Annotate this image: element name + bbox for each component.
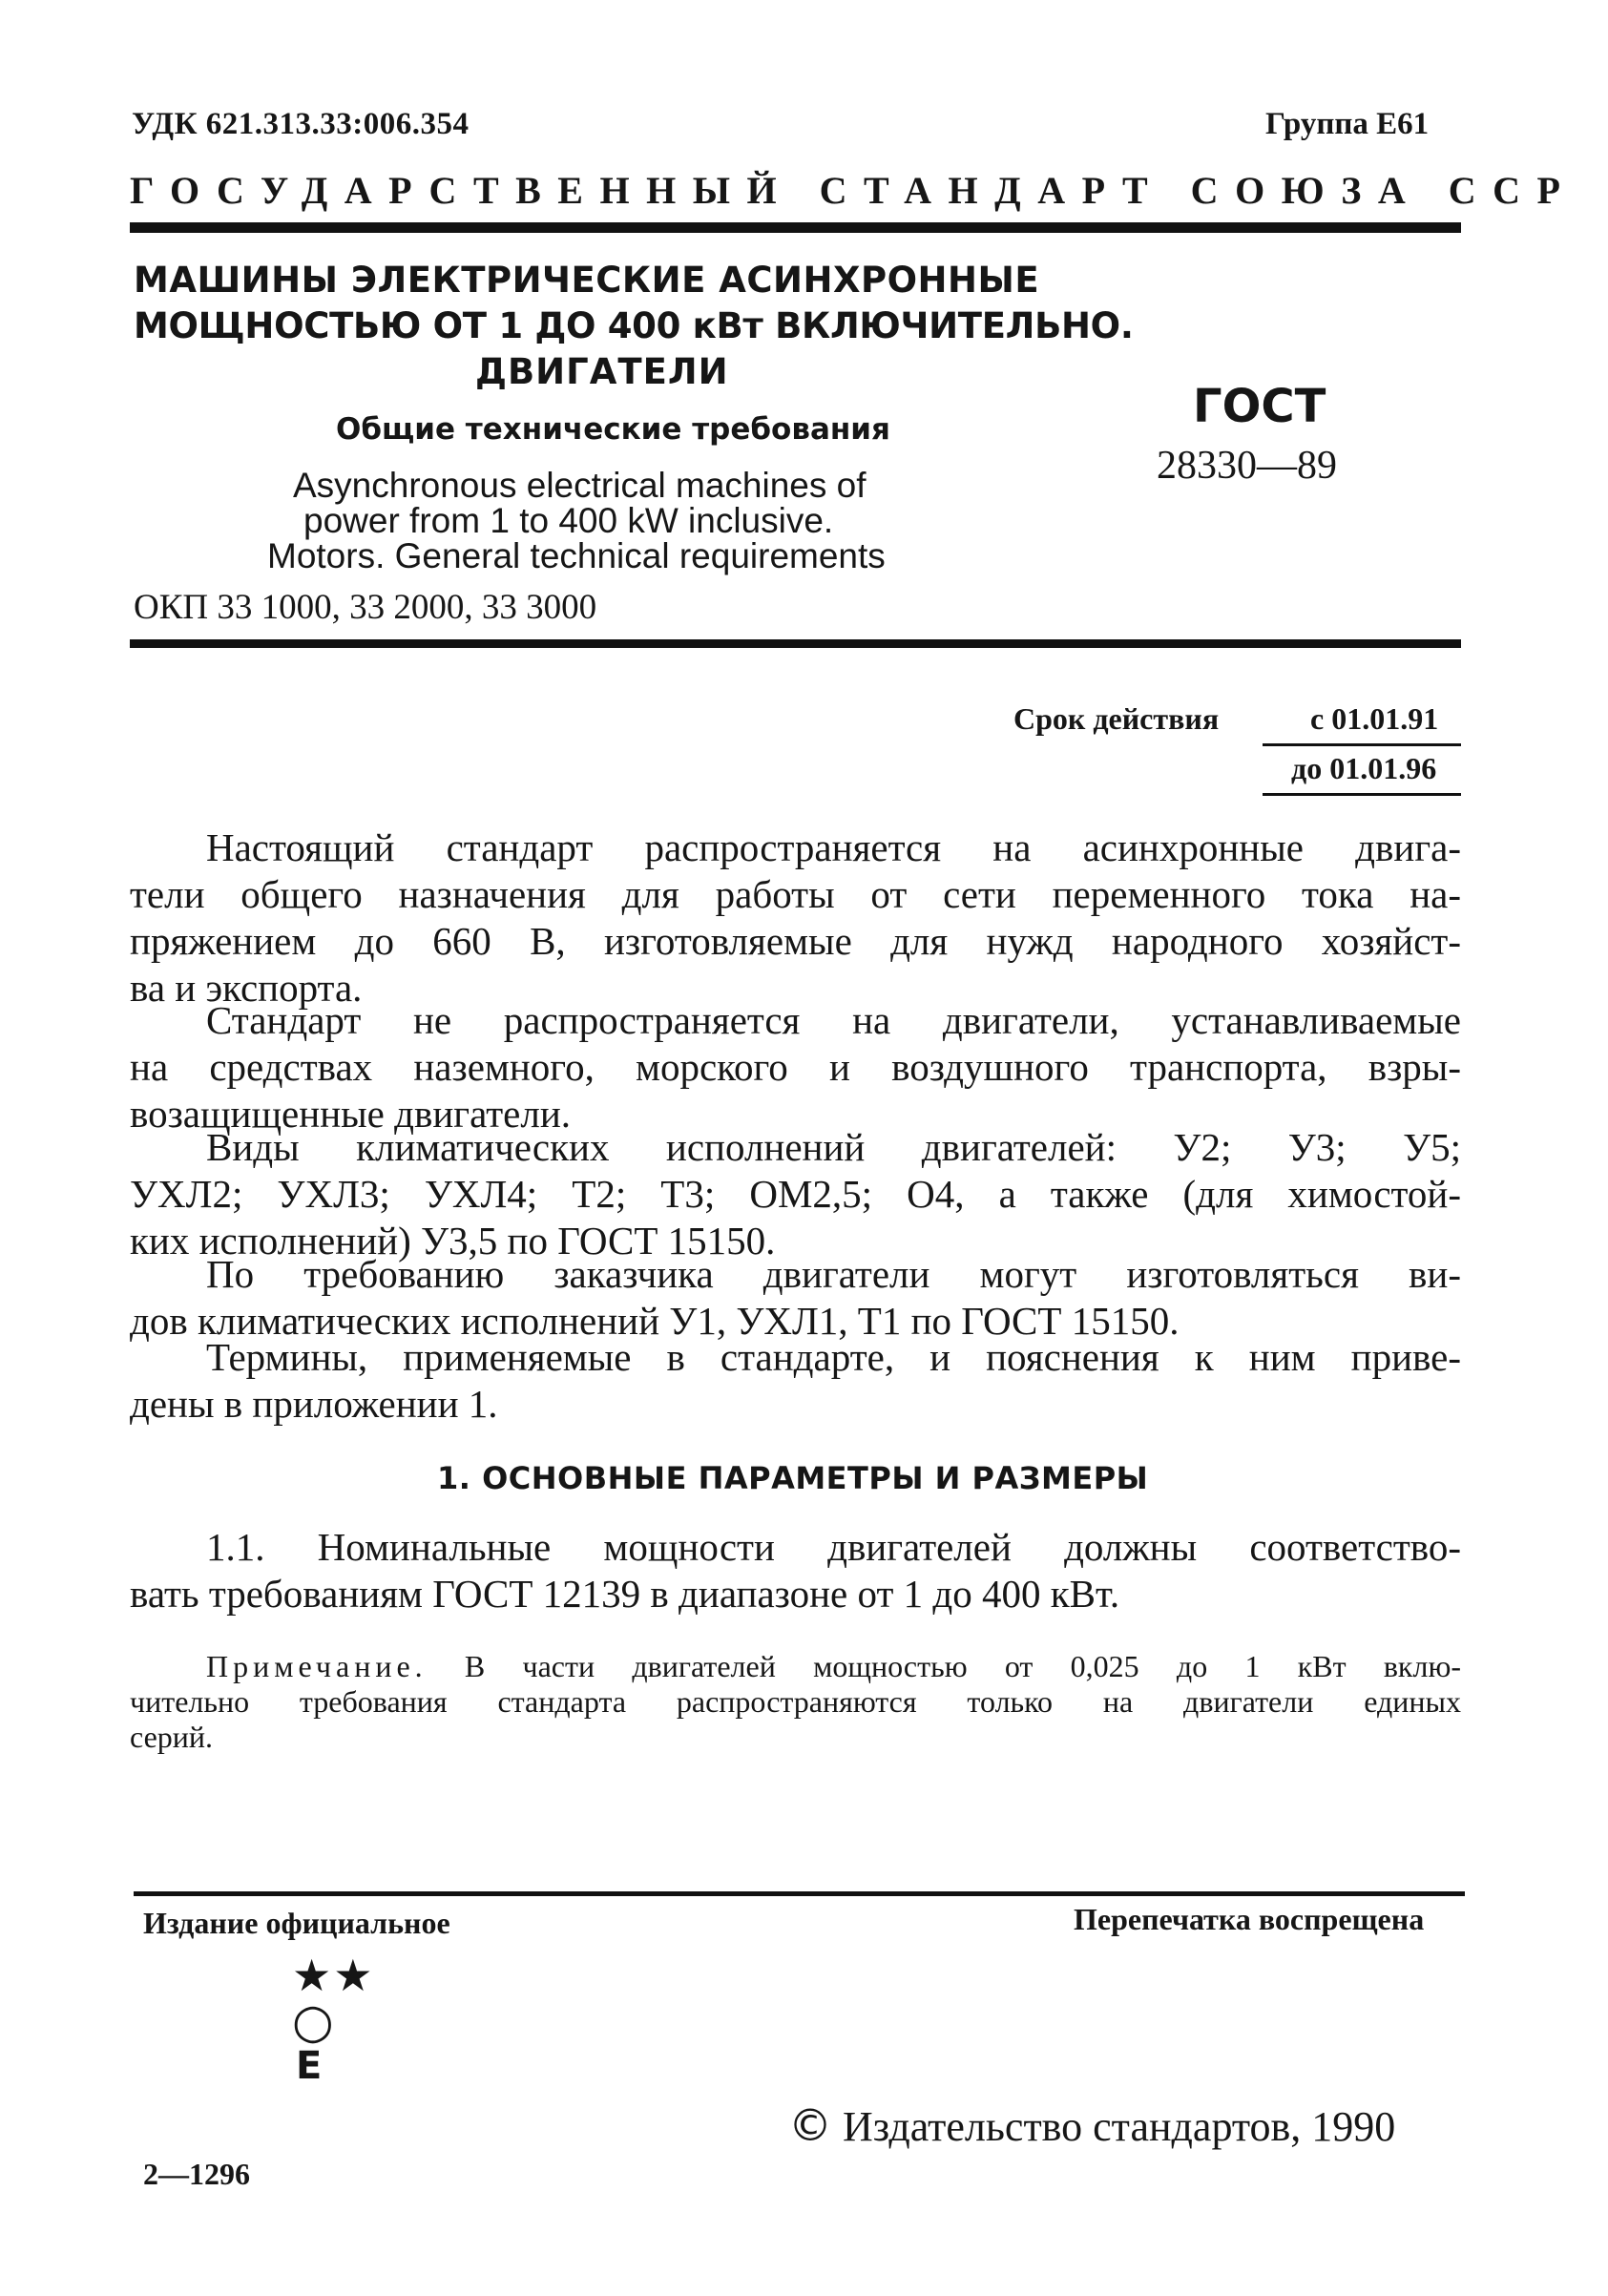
- footer-rule: [134, 1891, 1465, 1896]
- text-line: на средствах наземного, морского и воздушного транспорта, взры-: [130, 1045, 1461, 1089]
- text-line: тели общего назначения для работы от сети переменного тока на-: [130, 872, 1461, 916]
- copyright-line: [788, 2099, 1395, 2151]
- text-line: возащищенные двигатели.: [130, 1092, 572, 1136]
- text-line: Виды климатических исполнений двигателей: У2; У3; У5;: [206, 1125, 1461, 1169]
- validity-from: с 01.01.91: [1310, 701, 1439, 736]
- validity-underline: [1263, 793, 1461, 796]
- publisher-text: Издательство стандартов, 1990: [843, 2103, 1396, 2150]
- group-code: Группа Е61: [1265, 107, 1430, 141]
- udc-code: УДК 621.313.33:006.354: [132, 107, 470, 141]
- subtitle: Общие технические требования: [336, 412, 890, 447]
- text-line: ва и экспорта.: [130, 966, 363, 1010]
- title-rule: [130, 639, 1461, 648]
- intro-paragraph-2: [130, 997, 1461, 1138]
- text-line: УХЛ2; УХЛ3; УХЛ4; Т2; Т3; ОМ2,5; О4, а также (для химостой-: [130, 1172, 1461, 1216]
- clause-1-1: [130, 1524, 1461, 1618]
- section-heading: 1. ОСНОВНЫЕ ПАРАМЕТРЫ И РАЗМЕРЫ: [437, 1460, 1149, 1496]
- intro-paragraph-5: [130, 1334, 1461, 1428]
- letter-e: Е: [296, 2044, 323, 2088]
- copyright-icon: ©: [788, 2099, 832, 2151]
- text-line: Настоящий стандарт распространяется на асинхронные двига-: [206, 825, 1461, 869]
- note: [130, 1649, 1461, 1755]
- official-edition: Издание официальное: [143, 1906, 450, 1940]
- text-line: дены в приложении 1.: [130, 1382, 498, 1426]
- gost-label: ГОСТ: [1193, 380, 1326, 433]
- intro-paragraph-3: [130, 1124, 1461, 1264]
- note-first-line: [130, 1649, 1461, 1684]
- gost-number: 28330—89: [1157, 444, 1337, 488]
- text-line: серий.: [130, 1720, 214, 1754]
- validity-divider: [1263, 743, 1461, 746]
- english-title-line-3: Motors. General technical requirements: [267, 536, 886, 575]
- header-rule: [130, 222, 1461, 233]
- text-line: чительно требования стандарта распространяются только на двигатели единых: [130, 1684, 1461, 1719]
- text-line: ких исполнений) У3,5 по ГОСТ 15150.: [130, 1219, 776, 1263]
- text-line: 1.1. Номинальные мощности двигателей должны соответство-: [206, 1525, 1461, 1569]
- text-line: Стандарт не распространяется на двигатели, устанавливаемые: [206, 998, 1461, 1042]
- text-line: вать требованиям ГОСТ 12139 в диапазоне от 1 до 400 кВт.: [130, 1572, 1120, 1616]
- reprint-prohibited: Перепечатка воспрещена: [1074, 1902, 1425, 1936]
- intro-paragraph-1: [130, 824, 1461, 1012]
- english-title-line-2: power from 1 to 400 kW inclusive.: [303, 501, 834, 540]
- note-text: В части двигателей мощностью от 0,025 до 1 кВт вклю-: [464, 1649, 1461, 1683]
- intro-paragraph-4: [130, 1251, 1461, 1345]
- title-line-1: МАШИНЫ ЭЛЕКТРИЧЕСКИЕ АСИНХРОННЫЕ: [134, 260, 1040, 301]
- circle-icon: ○: [292, 1993, 334, 2049]
- validity-label: Срок действия: [1013, 701, 1220, 736]
- english-title-line-1: Asynchronous electrical machines of: [293, 466, 867, 505]
- okp-codes: ОКП 33 1000, 33 2000, 33 3000: [134, 588, 597, 627]
- text-line: По требованию заказчика двигатели могут изготовляться ви-: [206, 1252, 1461, 1296]
- text-line: дов климатических исполнений У1, УХЛ1, Т1 по ГОСТ 15150.: [130, 1299, 1180, 1343]
- stars-icon: ★★: [292, 1950, 375, 2001]
- text-line: Термины, применяемые в стандарте, и пояснения к ним приве-: [206, 1335, 1461, 1379]
- title-line-3: ДВИГАТЕЛИ: [475, 351, 729, 392]
- text-line: пряжением до 660 В, изготовляемые для нужд народного хозяйст-: [130, 919, 1461, 963]
- print-code: 2—1296: [143, 2157, 250, 2191]
- title-line-2: МОЩНОСТЬЮ ОТ 1 ДО 400 кВт ВКЛЮЧИТЕЛЬНО.: [134, 305, 1134, 346]
- validity-to: до 01.01.96: [1291, 751, 1437, 785]
- note-label: Примечание.: [206, 1649, 428, 1683]
- standard-authority: ГОСУДАРСТВЕННЫЙ СТАНДАРТ СОЮЗА ССР: [130, 169, 1577, 212]
